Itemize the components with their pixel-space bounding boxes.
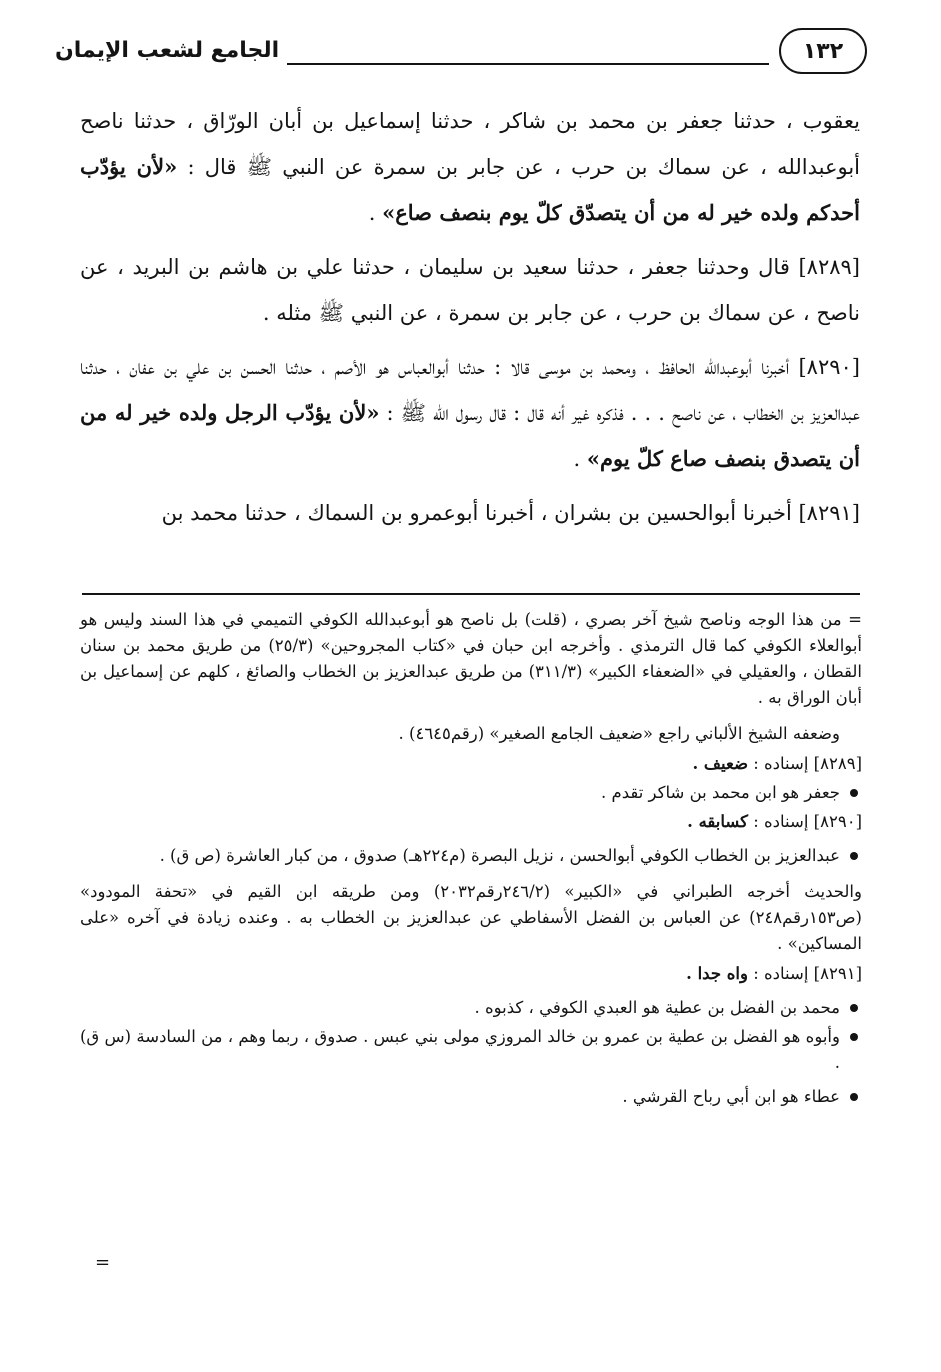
header-rule — [287, 63, 769, 65]
paragraph-hadith-8288-end — [80, 98, 860, 236]
hadith-matn: «لأن يؤدّب الرجل ولده خير له من أن يتصدق بنصف صاع كلّ يوم» — [80, 400, 860, 471]
paragraph-end: . — [573, 447, 587, 471]
narrator-note: وأبوه هو الفضل بن عطية بن عمرو بن خالد المروزي مولى بني عبس . صدوق ، ربما وهم ، من السادسة (س ق) . — [80, 1024, 862, 1076]
page-number — [779, 28, 867, 74]
takhrij-note: والحديث أخرجه الطبراني في «الكبير» (٢٤٦/٢رقم٢٠٣٢) ومن طريقه ابن القيم في «تحفة المودود» (ص١٥٣رقم٢٤٨) عن العباس بن الفضل الأسفاطي عن عبدالعزيز بن الخطاب به . وعنده زيادة في آخره «على المساكين» . — [80, 882, 862, 953]
paragraph-end: . — [368, 201, 383, 225]
isnad-8290 — [80, 809, 862, 835]
page-number-text: ١٣٢ — [802, 38, 844, 64]
isnad-label: [٨٢٨٩] إسناده : — [747, 754, 862, 773]
footnote-continued: = من هذا الوجه وناصح شيخ آخر بصري ، (قلت) بل ناصح هو أبوعبدالله الكوفي التميمي في هذا السند وليس هو أبوالعلاء الكوفي كما قال الترمذي . وأخرجه ابن حبان في «كتاب المجروحين» (٢٥/٣) من طريق محمد بن سنان القطان ، والعقيلي في «الضعفاء الكبير» (٣١١/٣) من طريق عبدالعزيز بن الخطاب والصائغ ، كلهم عن إسماعيل بن أبان الوراق به . — [80, 610, 862, 707]
narrator-note: عطاء هو ابن أبي رباح القرشي . — [80, 1084, 862, 1110]
paragraph-hadith-8289: [٨٢٨٩] قال وحدثنا جعفر ، حدثنا سعيد بن سليمان ، حدثنا علي بن هاشم بن البريد ، عن ناصح ، عن سماك بن حرب ، عن جابر بن سمرة ، عن النبي ﷺ مثله . — [80, 255, 860, 325]
narrator-note: جعفر هو ابن محمد بن شاكر تقدم . — [80, 780, 862, 806]
isnad-grade: واه جدا . — [686, 964, 748, 983]
isnad-label: [٨٢٩٠] إسناده : — [747, 812, 862, 831]
footnote-albani: وضعفه الشيخ الألباني راجع «ضعيف الجامع الصغير» (رقم٤٦٤٥) . — [398, 724, 840, 743]
isnad-grade: ضعيف . — [692, 754, 748, 773]
paragraph-hadith-8291: [٨٢٩١] أخبرنا أبوالحسين بن بشران ، أخبرنا أبوعمرو بن السماك ، حدثنا محمد بن — [161, 501, 860, 525]
running-title: الجامع لشعب الإيمان — [55, 38, 280, 63]
isnad-label: [٨٢٩١] إسناده : — [747, 964, 862, 983]
main-text — [80, 98, 860, 536]
footnote-separator — [82, 593, 860, 595]
footnotes — [80, 607, 862, 1113]
continuation-mark: = — [95, 1252, 111, 1273]
isnad-grade: كسابقه . — [687, 812, 748, 831]
narrator-note: عبدالعزيز بن الخطاب الكوفي أبوالحسن ، نزيل البصرة (م٢٢٤هـ) صدوق ، من كبار العاشرة (ص ق) . — [80, 843, 862, 869]
narrator-note: محمد بن الفضل بن عطية هو العبدي الكوفي ، كذبوه . — [80, 995, 862, 1021]
isnad-8291 — [80, 961, 862, 987]
paragraph-text: [٨٢٩٠] أخبرنا أبوعبدالله الحافظ ، ومحمد بن موسى قالا : حدثنا أبوالعباس هو الأصم ، حدثنا الحسن بن علي بن عفان ، حدثنا عبدالعزيز بن الخطاب ، عن ناصح . . . فذكره غير أنه قال : قال رسول الله ﷺ : — [80, 355, 860, 425]
page-header — [55, 28, 867, 80]
paragraph-text: يعقوب ، حدثنا جعفر بن محمد بن شاكر ، حدثنا إسماعيل بن أبان الورّاق ، حدثنا ناصح أبوعبدالله ، عن سماك بن حرب ، عن جابر بن سمرة عن النبي ﷺ قال : — [80, 109, 860, 179]
hadith-matn: «لأن يؤدّب أحدكم ولده خير له من أن يتصدّق كلّ يوم بنصف صاع» — [80, 154, 860, 225]
isnad-8289 — [80, 751, 862, 777]
paragraph-hadith-8290 — [80, 344, 860, 482]
